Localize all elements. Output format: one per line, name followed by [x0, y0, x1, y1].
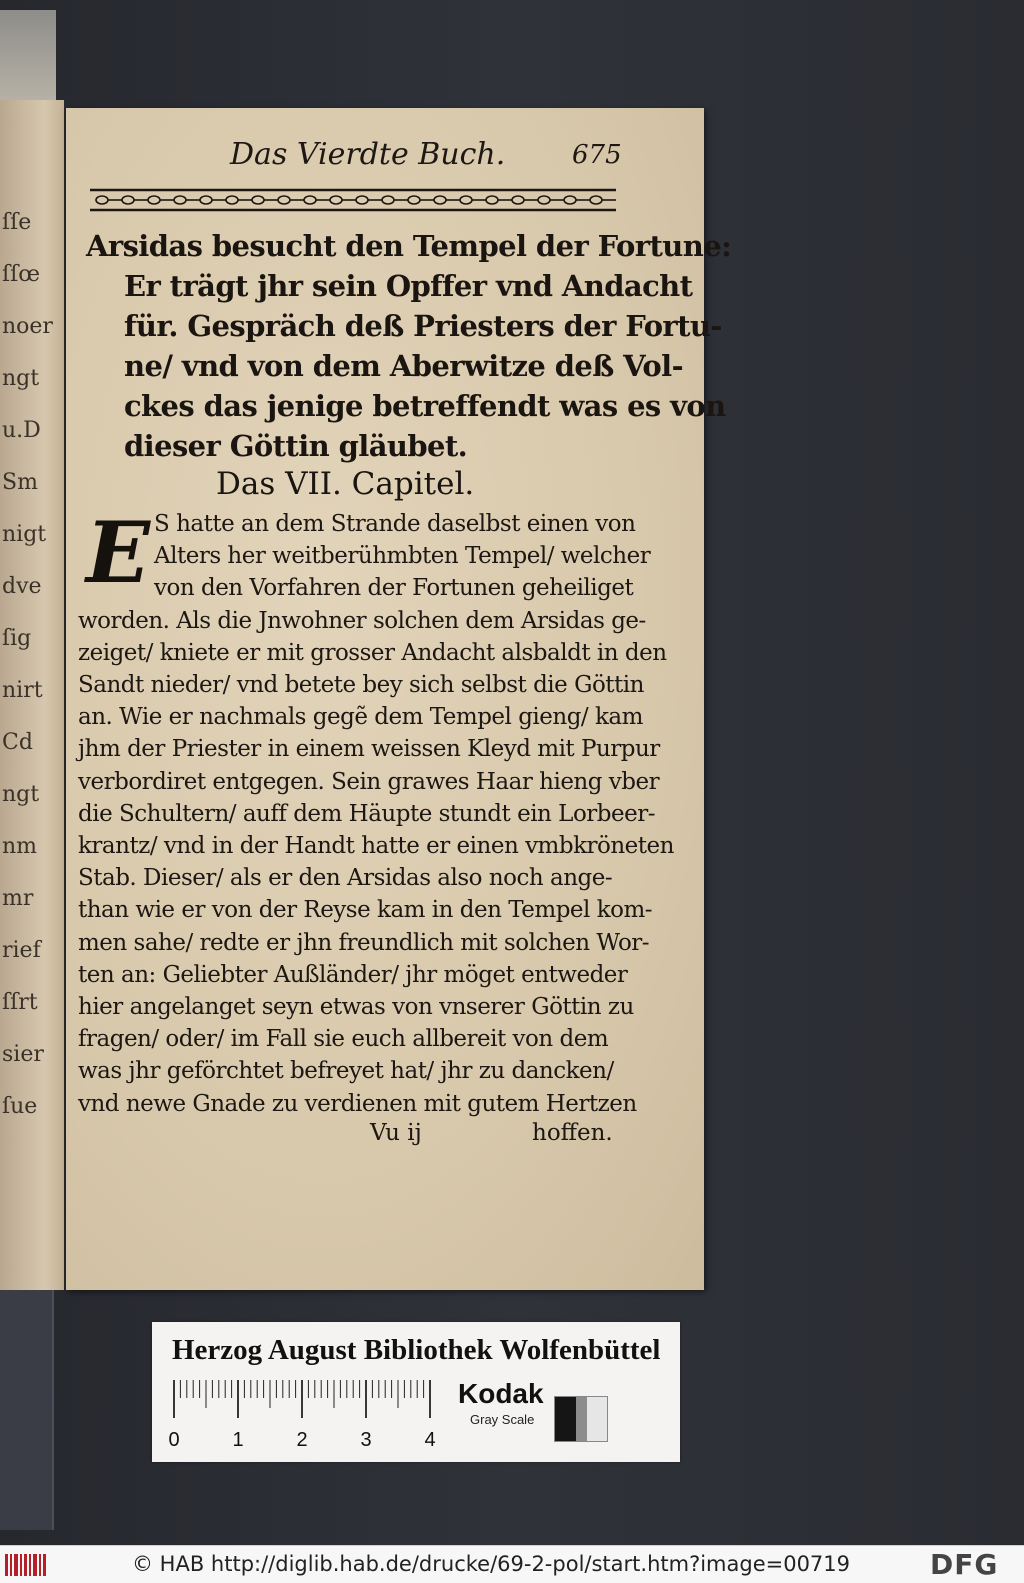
catchword: hoffen.	[532, 1120, 613, 1146]
body-line: ten an: Geliebter Außländer/ jhr möget entweder	[78, 961, 628, 988]
gray-scale-label: Gray Scale	[470, 1412, 535, 1427]
left-spine	[0, 10, 56, 100]
chapter-summary	[86, 226, 732, 466]
ornament-loop	[434, 196, 446, 204]
body-line: than wie er von der Reyse kam in den Tempel kom-	[78, 897, 653, 924]
body-line: krantz/ vnd in der Handt hatte er einen vmbkröneten	[78, 833, 674, 860]
left-page-fragment: sier	[2, 1042, 44, 1067]
left-page-fragment: dve	[2, 574, 42, 599]
left-page-fragment: ſſrt	[2, 990, 38, 1015]
left-page-fragment: u.D	[2, 418, 41, 443]
body-line: vnd newe Gnade zu verdienen mit gutem Hertzen	[78, 1090, 637, 1117]
left-page-fragment: ngt	[2, 782, 40, 807]
left-page-fragment: noer	[2, 314, 53, 339]
body-line: S hatte an dem Strande daselbst einen von	[154, 511, 636, 537]
scale-ruler	[170, 1376, 440, 1460]
summary-line: ne/ vnd von dem Aberwitze deß Vol-	[124, 349, 684, 383]
body-line: die Schultern/ auff dem Häupte stundt ein Lorbeer-	[78, 800, 655, 827]
body-line: verbordiret entgegen. Sein grawes Haar hieng vber	[78, 768, 660, 795]
color-reference-card	[152, 1322, 680, 1462]
kodak-logo: Kodak	[458, 1378, 544, 1409]
signature-mark: Vu ij	[370, 1120, 422, 1146]
left-page-fragment: Sm	[2, 470, 38, 495]
ruler-number: 2	[296, 1429, 308, 1451]
left-page-fragment: rief	[2, 938, 41, 963]
ornament-loop	[460, 196, 472, 204]
body-text	[78, 503, 674, 1120]
dfg-logo: DFG	[930, 1548, 999, 1581]
ornament-loop	[330, 196, 342, 204]
summary-line: dieser Göttin gläubet.	[124, 429, 468, 463]
body-line: jhm der Priester in einem weissen Kleyd mit Purpur	[78, 736, 660, 763]
ornament-loop	[96, 196, 108, 204]
left-page-fragment: ngt	[2, 366, 40, 391]
left-page-fragment: ſig	[2, 626, 32, 651]
ornament-loop	[356, 196, 368, 204]
body-line: Stab. Dieser/ als er den Arsidas also noch ange-	[78, 865, 613, 892]
ruler-number: 3	[360, 1429, 372, 1451]
left-page-fragment: ſſœ	[2, 262, 41, 287]
body-line: zeiget/ kniete er mit grosser Andacht alsbaldt in den	[78, 639, 667, 666]
ornamental-rule	[90, 188, 616, 212]
gray-scale-patch	[554, 1396, 608, 1442]
left-page-fragment: nirt	[2, 678, 43, 703]
summary-line: Er trägt jhr sein Opffer vnd Andacht	[124, 269, 693, 303]
ornament-loop	[148, 196, 160, 204]
page-number: 675	[572, 140, 622, 170]
body-line: fragen/ oder/ im Fall sie euch allbereit von dem	[78, 1026, 609, 1053]
body-line: men sahe/ redte er jhn freundlich mit solchen Wor-	[78, 929, 650, 956]
summary-line: ckes das jenige betreffendt was es von	[124, 389, 726, 423]
left-page-fragment: mr	[2, 886, 34, 911]
ruler-number: 4	[424, 1429, 436, 1451]
ornament-loop	[200, 196, 212, 204]
drop-initial: E	[86, 503, 151, 602]
left-page-fragment: nigt	[2, 522, 47, 547]
ornament-loop	[512, 196, 524, 204]
ornament-loop	[486, 196, 498, 204]
body-line: was jhr geförchtet befreyet hat/ jhr zu dancken/	[78, 1058, 614, 1085]
library-name: Herzog August Bibliothek Wolfenbüttel	[172, 1334, 661, 1366]
left-page-fragment: Cd	[2, 730, 33, 755]
body-line: Alters her weitberühmbten Tempel/ welcher	[154, 543, 651, 570]
ruler-number: 1	[232, 1429, 244, 1451]
body-line: Sandt nieder/ vnd betete bey sich selbst die Göttin	[78, 672, 644, 699]
ornament-loop	[538, 196, 550, 204]
ornament-loop	[590, 196, 602, 204]
left-page-fragment: ſſe	[2, 210, 32, 235]
ornament-loop	[408, 196, 420, 204]
source-url[interactable]: © HAB http://diglib.hab.de/drucke/69-2-pol/start.htm?image=00719	[132, 1552, 851, 1576]
ornament-loop	[564, 196, 576, 204]
ornament-loop	[382, 196, 394, 204]
body-line: worden. Als die Jnwohner solchen dem Arsidas ge-	[78, 607, 646, 634]
left-page-edge	[0, 100, 64, 1290]
ornament-loop	[252, 196, 264, 204]
footer-bar	[0, 1545, 1024, 1583]
summary-line: Arsidas besucht den Tempel der Fortune:	[86, 229, 732, 263]
ornament-loop	[278, 196, 290, 204]
body-line: hier angelanget seyn etwas von vnserer Göttin zu	[78, 994, 634, 1021]
chapter-heading: Das VII. Capitel.	[216, 466, 475, 502]
running-head: Das Vierdte Buch.	[230, 137, 506, 172]
ornament-loop	[174, 196, 186, 204]
left-board-edge	[0, 1290, 54, 1530]
left-page-fragment: ſue	[2, 1094, 38, 1119]
summary-line: für. Gespräch deß Priesters der Fortu-	[124, 309, 722, 343]
body-line: von den Vorfahren der Fortunen geheiliget	[154, 575, 634, 602]
ornament-loop	[226, 196, 238, 204]
ornament-loop	[304, 196, 316, 204]
ornament-loop	[122, 196, 134, 204]
hab-barcode-icon	[4, 1552, 48, 1578]
left-page-fragment: nm	[2, 834, 38, 859]
ruler-number: 0	[168, 1429, 180, 1451]
body-line: an. Wie er nachmals gegẽ dem Tempel gieng/ kam	[78, 704, 643, 731]
